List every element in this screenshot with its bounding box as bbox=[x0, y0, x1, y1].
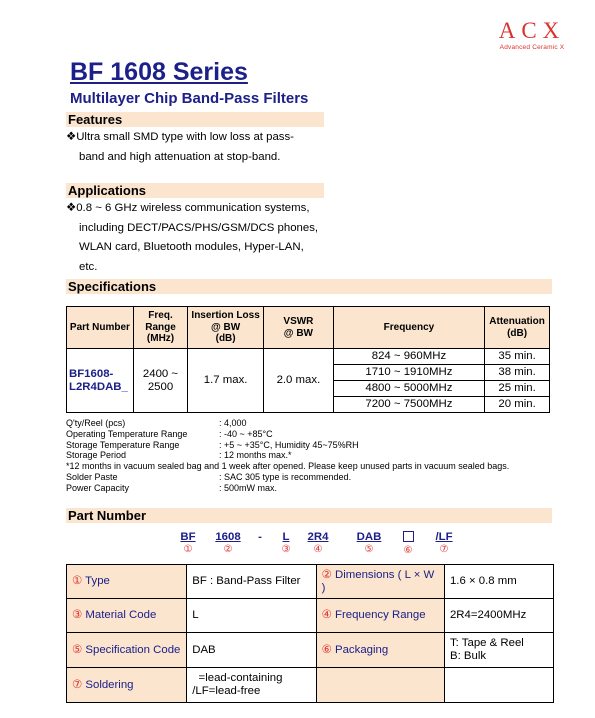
note-row: Operating Temperature Range : -40 ~ +85°C bbox=[66, 428, 273, 439]
pn-label: ③ Material Code bbox=[67, 599, 187, 633]
header-frequency: Frequency bbox=[333, 307, 484, 349]
spec-part-number: BF1608- L2R4DAB_ bbox=[67, 349, 134, 413]
note-row: Power Capacity : 500mW max. bbox=[66, 482, 278, 493]
pn-value: L bbox=[187, 599, 316, 633]
part-number-table bbox=[66, 564, 554, 703]
placeholder-box-icon bbox=[403, 531, 414, 542]
logo-tagline: Advanced Ceramic X bbox=[499, 44, 565, 51]
spec-insertion-loss: 1.7 max. bbox=[188, 349, 264, 413]
pn-label: ① Type bbox=[67, 565, 187, 599]
pn-value: DAB bbox=[187, 633, 316, 668]
applications-line: ❖0.8 ~ 6 GHz wireless communication systems, bbox=[66, 202, 310, 214]
spec-freq-range: 2400 ~ 2500 bbox=[133, 349, 187, 413]
pn-empty bbox=[316, 668, 444, 703]
pn-segment: 2R4 ④ bbox=[307, 531, 329, 555]
band-frequency: 824 ~ 960MHz bbox=[333, 349, 484, 365]
band-frequency: 4800 ~ 5000MHz bbox=[333, 381, 484, 397]
table-row bbox=[67, 668, 554, 703]
pn-label: ⑤ Specification Code bbox=[67, 633, 187, 668]
logo-brand: ACX bbox=[498, 18, 566, 43]
note-row: Q'ty/Reel (pcs) : 4,000 bbox=[66, 418, 247, 428]
pn-value: =lead-containing /LF=lead-free bbox=[187, 668, 316, 703]
spec-vswr: 2.0 max. bbox=[264, 349, 334, 413]
applications-line: including DECT/PACS/PHS/GSM/DCS phones, bbox=[79, 221, 319, 234]
pn-segment: 1608 ② bbox=[215, 531, 241, 555]
applications-line: WLAN card, Bluetooth modules, Hyper-LAN, bbox=[79, 241, 304, 253]
table-row bbox=[67, 633, 554, 668]
band-attenuation: 35 min. bbox=[485, 349, 550, 365]
band-frequency: 7200 ~ 7500MHz bbox=[333, 397, 484, 413]
pn-value: T: Tape & Reel B: Bulk bbox=[444, 633, 553, 668]
band-attenuation: 20 min. bbox=[485, 397, 550, 413]
features-heading: Features bbox=[66, 112, 324, 127]
note-row: Storage Temperature Range : +5 ~ +35°C, Humidity 45~75%RH bbox=[66, 439, 359, 450]
header-part-number: Part Number bbox=[67, 307, 134, 349]
pn-segment: ⑥ bbox=[400, 531, 416, 557]
band-attenuation: 25 min. bbox=[485, 381, 550, 397]
applications-text bbox=[66, 199, 318, 277]
pn-value: 1.6 × 0.8 mm bbox=[444, 565, 553, 599]
pn-segment: DAB ⑤ bbox=[356, 531, 382, 555]
table-row bbox=[67, 349, 550, 365]
page-subtitle: Multilayer Chip Band-Pass Filters bbox=[70, 90, 309, 107]
features-line: ❖Ultra small SMD type with low loss at pass- bbox=[66, 131, 294, 143]
applications-line: etc. bbox=[79, 260, 98, 273]
part-number-code bbox=[0, 531, 595, 561]
applications-heading: Applications bbox=[66, 183, 324, 198]
header-attenuation: Attenuation (dB) bbox=[485, 307, 550, 349]
spec-notes bbox=[66, 418, 509, 494]
band-frequency: 1710 ~ 1910MHz bbox=[333, 365, 484, 381]
pn-label: ④ Frequency Range bbox=[316, 599, 444, 633]
specifications-table bbox=[66, 306, 550, 413]
pn-segment: /LF ⑦ bbox=[435, 531, 453, 555]
band-attenuation: 38 min. bbox=[485, 365, 550, 381]
features-text bbox=[66, 128, 294, 167]
table-row bbox=[67, 565, 554, 599]
header-vswr: VSWR @ BW bbox=[264, 307, 334, 349]
header-freq-range: Freq. Range (MHz) bbox=[133, 307, 187, 349]
specifications-heading: Specifications bbox=[66, 279, 552, 294]
note-row: Storage Period : 12 months max.* bbox=[66, 450, 292, 461]
pn-segment: BF ① bbox=[180, 531, 196, 555]
table-row bbox=[67, 599, 554, 633]
pn-separator: - bbox=[258, 531, 262, 543]
pn-value: BF : Band-Pass Filter bbox=[187, 565, 316, 599]
features-line: band and high attenuation at stop-band. bbox=[79, 150, 281, 163]
header-insertion-loss: Insertion Loss @ BW (dB) bbox=[188, 307, 264, 349]
note-row: *12 months in vacuum sealed bag and 1 week after opened. Please keep unused parts in vacuum sealed bags. bbox=[66, 461, 510, 472]
company-logo bbox=[492, 18, 572, 52]
part-number-heading: Part Number bbox=[66, 508, 552, 523]
pn-label: ⑦ Soldering bbox=[67, 668, 187, 703]
pn-label: ② Dimensions ( L × W ) bbox=[316, 565, 444, 599]
pn-segment: L ③ bbox=[281, 531, 291, 555]
pn-empty bbox=[444, 668, 553, 703]
pn-value: 2R4=2400MHz bbox=[444, 599, 553, 633]
note-row: Solder Paste : SAC 305 type is recommended. bbox=[66, 471, 352, 482]
page-title: BF 1608 Series bbox=[70, 58, 248, 86]
spec-header-row bbox=[67, 307, 550, 349]
pn-label: ⑥ Packaging bbox=[316, 633, 444, 668]
